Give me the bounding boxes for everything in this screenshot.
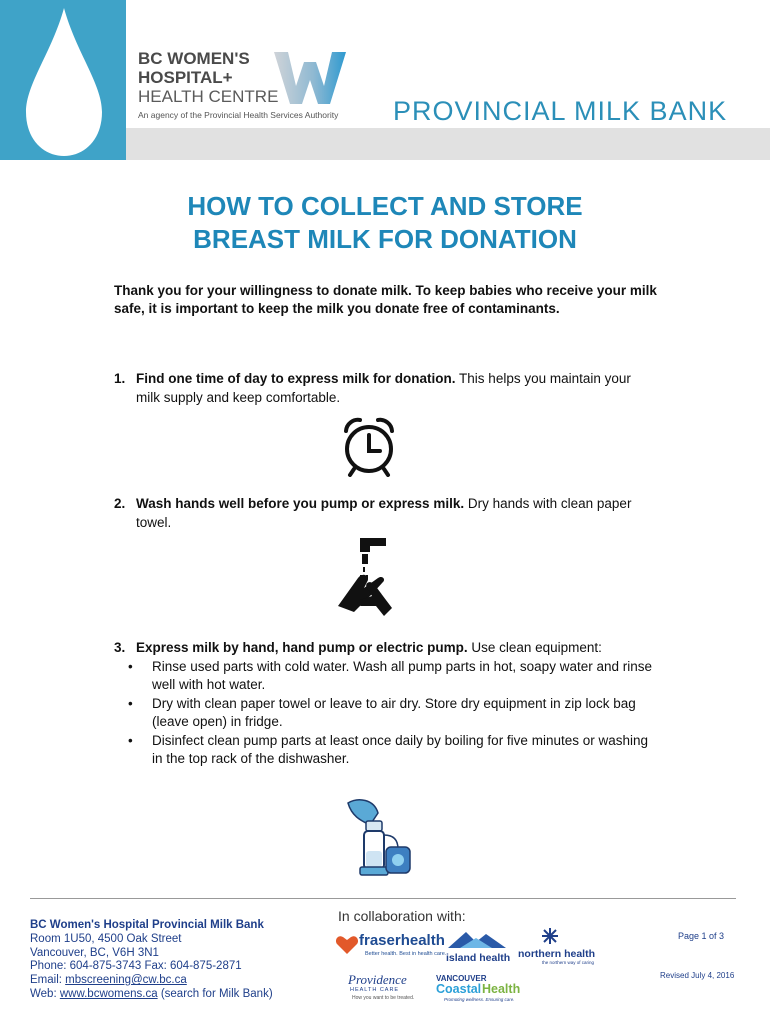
- heart-icon: [335, 934, 359, 956]
- agency-text: An agency of the Provincial Health Services Authority: [138, 110, 339, 120]
- logo-text-line3: HEALTH CENTRE: [138, 87, 279, 106]
- footer-contact: [30, 919, 273, 1002]
- header-band: [126, 128, 770, 160]
- equipment-list: [114, 658, 654, 769]
- list-item: • Dry with clean paper towel or leave to air dry. Store dry equipment in zip lock bag (leave open) in fridge.: [128, 695, 636, 729]
- step-number: 1.: [114, 371, 126, 386]
- step-text: This helps you maintain your milk supply and keep comfortable.: [136, 371, 631, 405]
- mountain-icon: [446, 928, 508, 950]
- website-link[interactable]: www.bcwomens.ca: [59, 987, 158, 1000]
- footer-divider: [30, 898, 736, 899]
- logo-text-line1: BC WOMEN'S: [138, 49, 250, 68]
- hand-washing-icon: [334, 536, 396, 618]
- step-3: [114, 639, 654, 769]
- vancouver-coastal-health-logo: VANCOUVER Coastal Health Promoting wellness. Ensuring care.: [436, 974, 521, 1002]
- footer-address-line2: Vancouver, BC, V6H 3N1: [30, 946, 159, 959]
- email-link[interactable]: mbscreening@cw.bc.ca: [65, 974, 187, 987]
- footer-email-row: Email: mbscreening@cw.bc.ca: [30, 974, 187, 987]
- snowflake-icon: [542, 928, 558, 944]
- revised-date: Revised July 4, 2016: [660, 971, 735, 980]
- step-text: Dry hands with clean paper towel.: [136, 496, 632, 530]
- logo-text-line2: HOSPITAL+: [138, 68, 233, 87]
- page-title-line1: HOW TO COLLECT AND STORE: [187, 191, 583, 221]
- alarm-clock-icon: [340, 415, 398, 477]
- list-item: • Rinse used parts with cold water. Wash all pump parts in hot, soapy water and rinse well with hot water.: [128, 658, 652, 692]
- step-heading: Find one time of day to express milk for donation.: [136, 371, 456, 386]
- collab-heading: In collaboration with:: [338, 908, 466, 924]
- step-heading: Express milk by hand, hand pump or electric pump.: [136, 640, 468, 655]
- step-number: 3.: [114, 640, 126, 655]
- northern-health-logo: northern health the northern way of caring: [518, 928, 590, 966]
- step-2: [114, 495, 654, 532]
- milk-drop-icon: [0, 0, 126, 160]
- step-1: [114, 370, 654, 407]
- island-health-logo: island health: [444, 928, 510, 966]
- breast-pump-icon: [340, 795, 414, 877]
- footer-address-line1: Room 1U50, 4500 Oak Street: [30, 932, 182, 945]
- fraser-health-logo: fraserhealth Better health. Best in health care.: [335, 932, 430, 964]
- intro-text: Thank you for your willingness to donate milk. To keep babies who receive your milk safe, it is important to keep the milk you donate free of contaminants.: [114, 283, 657, 316]
- step-text: Use clean equipment:: [467, 640, 602, 655]
- list-item: • Disinfect clean pump parts at least once daily by boiling for five minutes or washing in the top rack of the dishwasher.: [128, 732, 648, 766]
- w-logo-mark: [272, 50, 348, 106]
- page-title-line2: BREAST MILK FOR DONATION: [193, 224, 577, 254]
- milk-drop-panel: [0, 0, 126, 160]
- step-heading: Wash hands well before you pump or express milk.: [136, 496, 465, 511]
- providence-logo: Providence HEALTH CARE How you want to be treated.: [348, 972, 415, 1001]
- bank-title: PROVINCIAL MILK BANK: [393, 96, 728, 126]
- page-number: Page 1 of 3: [678, 931, 725, 941]
- footer-phone: Phone: 604-875-3743 Fax: 604-875-2871: [30, 960, 242, 973]
- footer-web-row: Web: www.bcwomens.ca (search for Milk Bank): [30, 987, 273, 1000]
- footer-org: BC Women's Hospital Provincial Milk Bank: [30, 919, 264, 931]
- step-number: 2.: [114, 496, 126, 511]
